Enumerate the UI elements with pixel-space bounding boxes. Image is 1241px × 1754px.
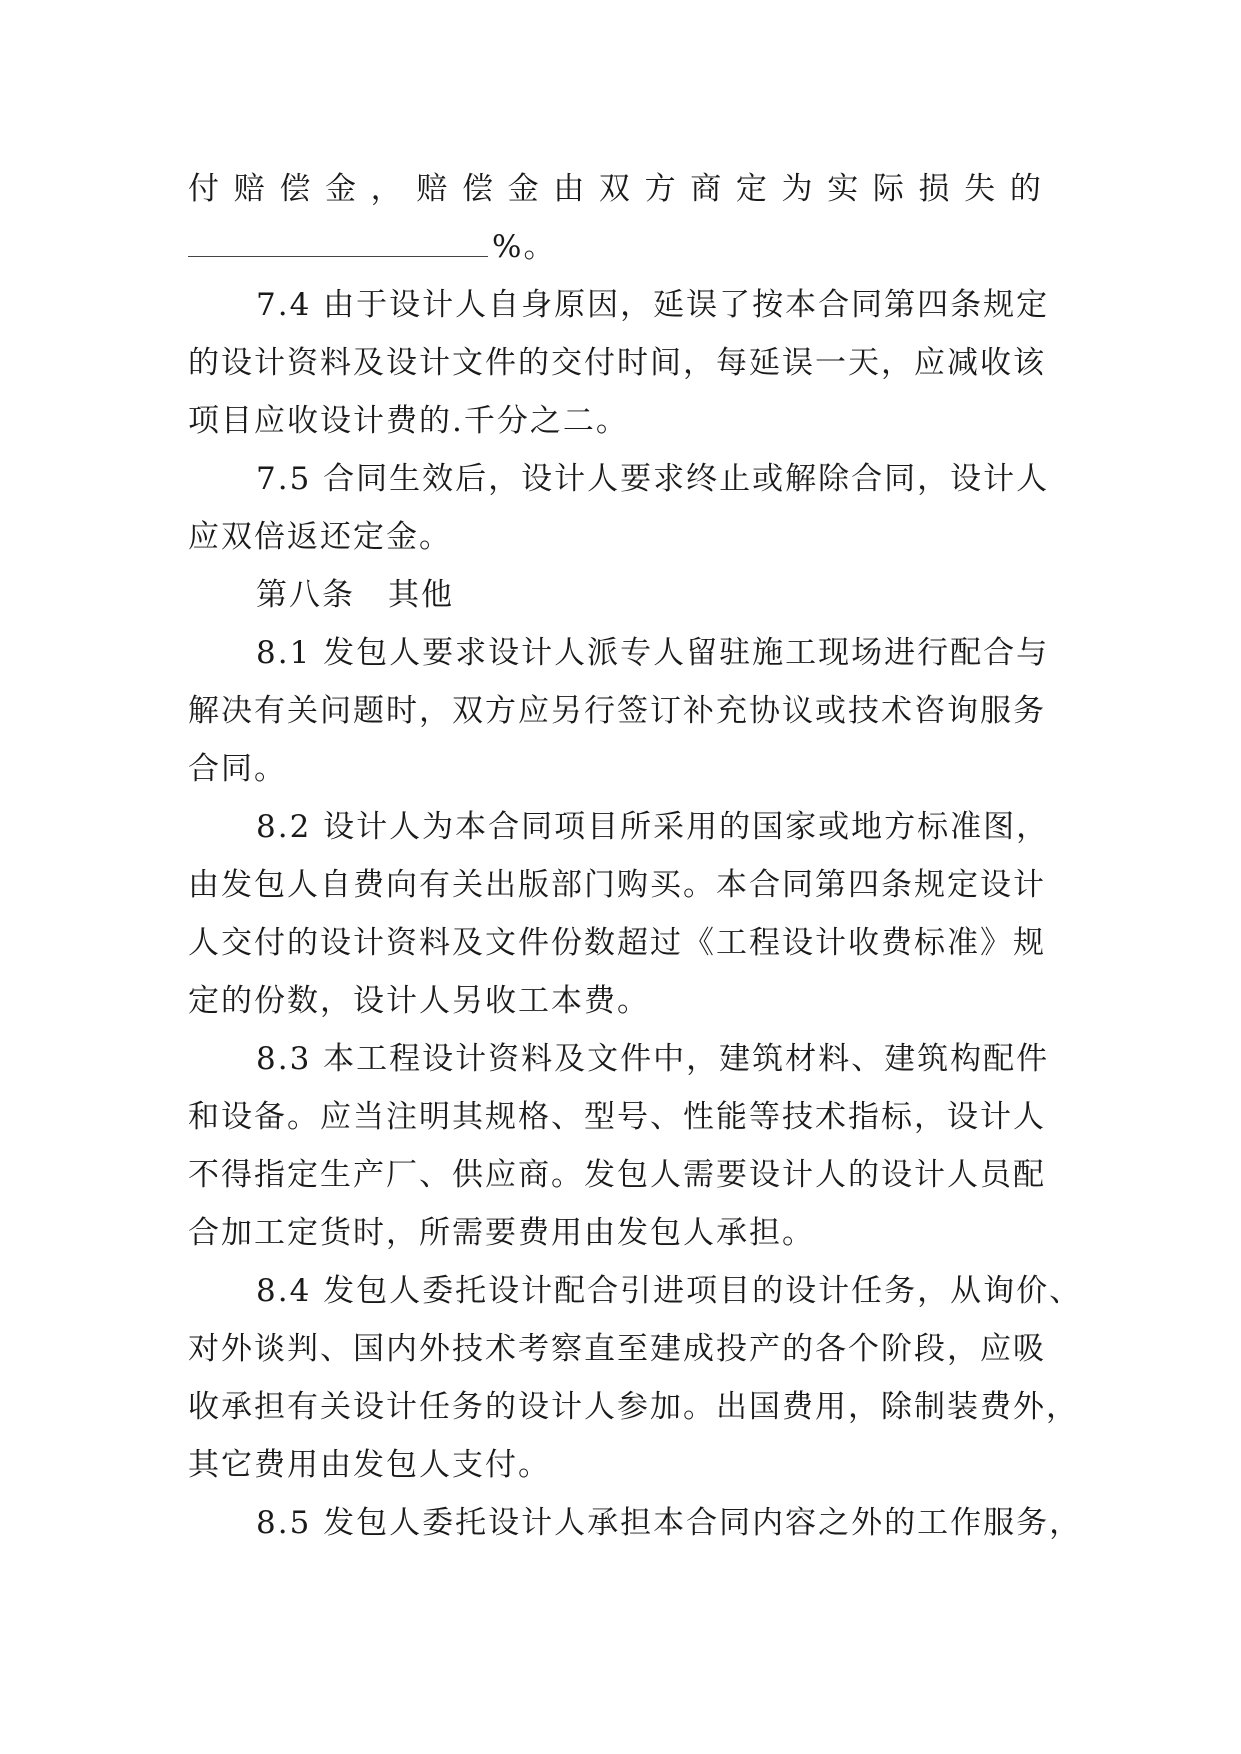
text-line-percentage [188, 218, 1043, 276]
clause-8-1 [188, 624, 1050, 798]
clause-8-3-line-1: 8.3 本工程设计资料及文件中，建筑材料、建筑构配件 [256, 1041, 1050, 1077]
clause-7-4-line-2: 的设计资料及设计文件的交付时间，每延误一天，应减收该 [188, 345, 1046, 381]
clause-7-4-line-3: 项目应收设计费的.千分之二。 [188, 403, 629, 439]
clause-7-5-line-1: 7.5 合同生效后，设计人要求终止或解除合同，设计人 [256, 461, 1050, 497]
clause-8-4 [188, 1262, 1083, 1494]
clause-8-1-line-3: 合同。 [188, 751, 287, 787]
clause-8-3-line-3: 不得指定生产厂、供应商。发包人需要设计人的设计人员配 [188, 1157, 1046, 1193]
article-8-heading: 第八条 其他 [256, 577, 454, 613]
clause-8-1-line-1: 8.1 发包人要求设计人派专人留驻施工现场进行配合与 [256, 635, 1050, 671]
percent-suffix: %。 [492, 229, 557, 265]
clause-8-3-line-2: 和设备。应当注明其规格、型号、性能等技术指标，设计人 [188, 1099, 1046, 1135]
clause-8-4-line-3: 收承担有关设计任务的设计人参加。出国费用，除制装费外， [188, 1389, 1079, 1425]
text-line-compensation: 付 赔 偿 金 ， 赔 偿 金 由 双 方 商 定 为 实 际 损 失 的 [188, 171, 1043, 207]
clause-8-2-line-4: 定的份数，设计人另收工本费。 [188, 983, 650, 1019]
clause-7-4-line-1: 7.4 由于设计人自身原因，延误了按本合同第四条规定 [256, 287, 1050, 323]
clause-8-4-line-2: 对外谈判、国内外技术考察直至建成投产的各个阶段，应吸 [188, 1331, 1046, 1367]
clause-8-4-line-4: 其它费用由发包人支付。 [188, 1447, 551, 1483]
clause-8-2 [188, 798, 1050, 1030]
clause-8-5 [188, 1494, 1083, 1552]
clause-8-2-line-1: 8.2 设计人为本合同项目所采用的国家或地方标准图， [256, 809, 1050, 845]
clause-8-3 [188, 1030, 1050, 1262]
document-body [188, 160, 1083, 1552]
clause-7-5-line-2: 应双倍返还定金。 [188, 519, 452, 555]
fill-in-blank[interactable] [188, 226, 488, 257]
clause-7-4 [188, 276, 1050, 450]
clause-8-2-line-3: 人交付的设计资料及文件份数超过《工程设计收费标准》规 [188, 925, 1046, 961]
clause-7-5 [188, 450, 1050, 566]
clause-8-4-line-1: 8.4 发包人委托设计配合引进项目的设计任务，从询价、 [256, 1273, 1083, 1309]
clause-8-1-line-2: 解决有关问题时，双方应另行签订补充协议或技术咨询服务 [188, 693, 1046, 729]
clause-8-2-line-2: 由发包人自费向有关出版部门购买。本合同第四条规定设计 [188, 867, 1046, 903]
clause-8-3-line-4: 合加工定货时，所需要费用由发包人承担。 [188, 1215, 815, 1251]
clause-8-5-line-1: 8.5 发包人委托设计人承担本合同内容之外的工作服务， [256, 1505, 1083, 1541]
